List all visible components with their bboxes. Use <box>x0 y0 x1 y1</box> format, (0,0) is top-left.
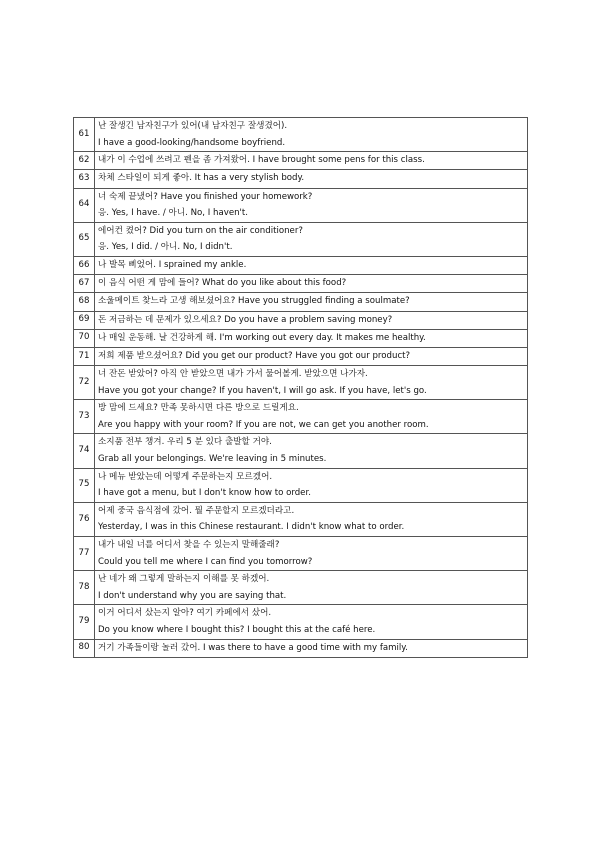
phrase-line-translation: Yesterday, I was in this Chinese restaurant. I didn't know what to order. <box>98 522 405 533</box>
row-number: 63 <box>74 170 95 188</box>
table-row <box>74 571 528 605</box>
phrase-line-translation: Grab all your belongings. We're leaving in 5 minutes. <box>98 454 327 465</box>
phrase-line-translation: I have got a menu, but I don't know how to order. <box>98 488 311 499</box>
phrase-line-primary: 내가 내일 너를 어디서 찾을 수 있는지 말해줄래? <box>98 540 280 550</box>
table-row <box>74 256 528 274</box>
table-row <box>74 170 528 188</box>
row-number: 76 <box>74 502 95 536</box>
row-number: 73 <box>74 400 95 434</box>
table-row <box>74 152 528 170</box>
row-number: 67 <box>74 275 95 293</box>
phrase-line-primary: 나 발목 삐었어. I sprained my ankle. <box>98 259 247 270</box>
table-row <box>74 347 528 365</box>
row-number: 65 <box>74 222 95 256</box>
phrase-line-primary: 소지품 전부 챙겨. 우리 5 분 있다 출발할 거야. <box>98 437 272 448</box>
row-number: 71 <box>74 347 95 365</box>
phrase-table-body <box>74 118 528 658</box>
table-row <box>74 502 528 536</box>
table-row <box>74 311 528 329</box>
phrase-cell <box>95 170 528 188</box>
phrase-line-primary: 이거 어디서 샀는지 알아? 여기 카페에서 샀어. <box>98 608 272 619</box>
phrase-line-primary: 난 네가 왜 그렇게 말하는지 이해를 못 하겠어. <box>98 574 270 585</box>
row-number: 68 <box>74 293 95 311</box>
phrase-cell <box>95 256 528 274</box>
row-number: 66 <box>74 256 95 274</box>
phrase-cell <box>95 293 528 311</box>
table-row <box>74 400 528 434</box>
row-number: 80 <box>74 639 95 657</box>
table-row <box>74 434 528 468</box>
table-row <box>74 188 528 222</box>
phrase-line-translation: Could you tell me where I can find you tomorrow? <box>98 556 313 567</box>
phrase-line-primary: 너 숙제 끝냈어? Have you finished your homework? <box>98 191 313 202</box>
phrase-cell <box>95 605 528 639</box>
phrase-line-translation: 응. Yes, I have. / 아니. No, I haven't. <box>98 208 249 219</box>
table-row <box>74 537 528 571</box>
row-number: 64 <box>74 188 95 222</box>
phrase-line-translation: I don't understand why you are saying that. <box>98 590 287 601</box>
row-number: 79 <box>74 605 95 639</box>
phrase-line-primary: 어제 중국 음식점에 갔어. 뭘 주문할지 모르겠더라고. <box>98 505 295 516</box>
phrase-line-primary: 돈 저금하는 데 문제가 있으세요? Do you have a problem saving money? <box>98 314 393 325</box>
phrase-cell <box>95 152 528 170</box>
table-row <box>74 275 528 293</box>
phrase-line-translation: Are you happy with your room? If you are not, we can get you another room. <box>98 419 429 430</box>
table-row <box>74 293 528 311</box>
phrase-cell <box>95 434 528 468</box>
table-row <box>74 366 528 400</box>
row-number: 77 <box>74 537 95 571</box>
row-number: 61 <box>74 118 95 152</box>
table-row <box>74 605 528 639</box>
phrase-cell <box>95 118 528 152</box>
phrase-cell <box>95 468 528 502</box>
phrase-table <box>73 117 528 658</box>
phrase-cell <box>95 571 528 605</box>
phrase-cell <box>95 188 528 222</box>
phrase-cell <box>95 311 528 329</box>
phrase-line-primary: 난 잘생긴 남자친구가 있어(내 남자친구 잘생겼어). <box>98 121 288 131</box>
phrase-cell <box>95 347 528 365</box>
row-number: 78 <box>74 571 95 605</box>
phrase-cell <box>95 275 528 293</box>
table-row <box>74 639 528 657</box>
table-row <box>74 468 528 502</box>
phrase-line-primary: 에어컨 켰어? Did you turn on the air conditioner? <box>98 225 303 236</box>
row-number: 72 <box>74 366 95 400</box>
row-number: 75 <box>74 468 95 502</box>
phrase-line-primary: 차체 스타일이 되게 좋아. It has a very stylish body. <box>98 173 305 184</box>
phrase-line-primary: 이 음식 어떤 게 맘에 들어? What do you like about this food? <box>98 278 347 289</box>
row-number: 70 <box>74 329 95 347</box>
phrase-cell <box>95 639 528 657</box>
phrase-cell <box>95 366 528 400</box>
phrase-line-primary: 거기 가족들이랑 놀러 갔어. I was there to have a good time with my family. <box>98 642 408 653</box>
phrase-line-translation: I have a good-looking/handsome boyfriend. <box>98 137 286 148</box>
phrase-cell <box>95 329 528 347</box>
phrase-line-primary: 저희 제품 받으셨어요? Did you get our product? Have you got our product? <box>98 350 411 361</box>
phrase-line-primary: 나 메뉴 받았는데 어떻게 주문하는지 모르겠어. <box>98 471 273 482</box>
phrase-line-translation: Have you got your change? If you haven't, I will go ask. If you have, let's go. <box>98 385 427 396</box>
phrase-cell <box>95 400 528 434</box>
table-row <box>74 329 528 347</box>
phrase-cell <box>95 502 528 536</box>
phrase-line-translation: Do you know where I bought this? I bought this at the café here. <box>98 624 376 635</box>
phrase-line-primary: 나 매일 운동해. 날 건강하게 해. I'm working out every day. It makes me healthy. <box>98 332 426 343</box>
row-number: 74 <box>74 434 95 468</box>
phrase-line-primary: 너 잔돈 받았어? 아직 안 받았으면 내가 가서 물어볼게. 받았으면 나가자. <box>98 369 368 380</box>
phrase-cell <box>95 537 528 571</box>
row-number: 62 <box>74 152 95 170</box>
phrase-line-primary: 방 맘에 드세요? 만족 못하시면 다른 방으로 드릴게요. <box>98 403 299 414</box>
phrase-line-translation: 응. Yes, I did. / 아니. No, I didn't. <box>98 242 233 253</box>
row-number: 69 <box>74 311 95 329</box>
table-row <box>74 222 528 256</box>
phrase-line-primary: 내가 이 수업에 쓰려고 펜을 좀 가져왔어. I have brought some pens for this class. <box>98 155 425 166</box>
phrase-line-primary: 소울메이트 찾느라 고생 해보셨어요? Have you struggled finding a soulmate? <box>98 296 410 307</box>
table-row <box>74 118 528 152</box>
phrase-cell <box>95 222 528 256</box>
